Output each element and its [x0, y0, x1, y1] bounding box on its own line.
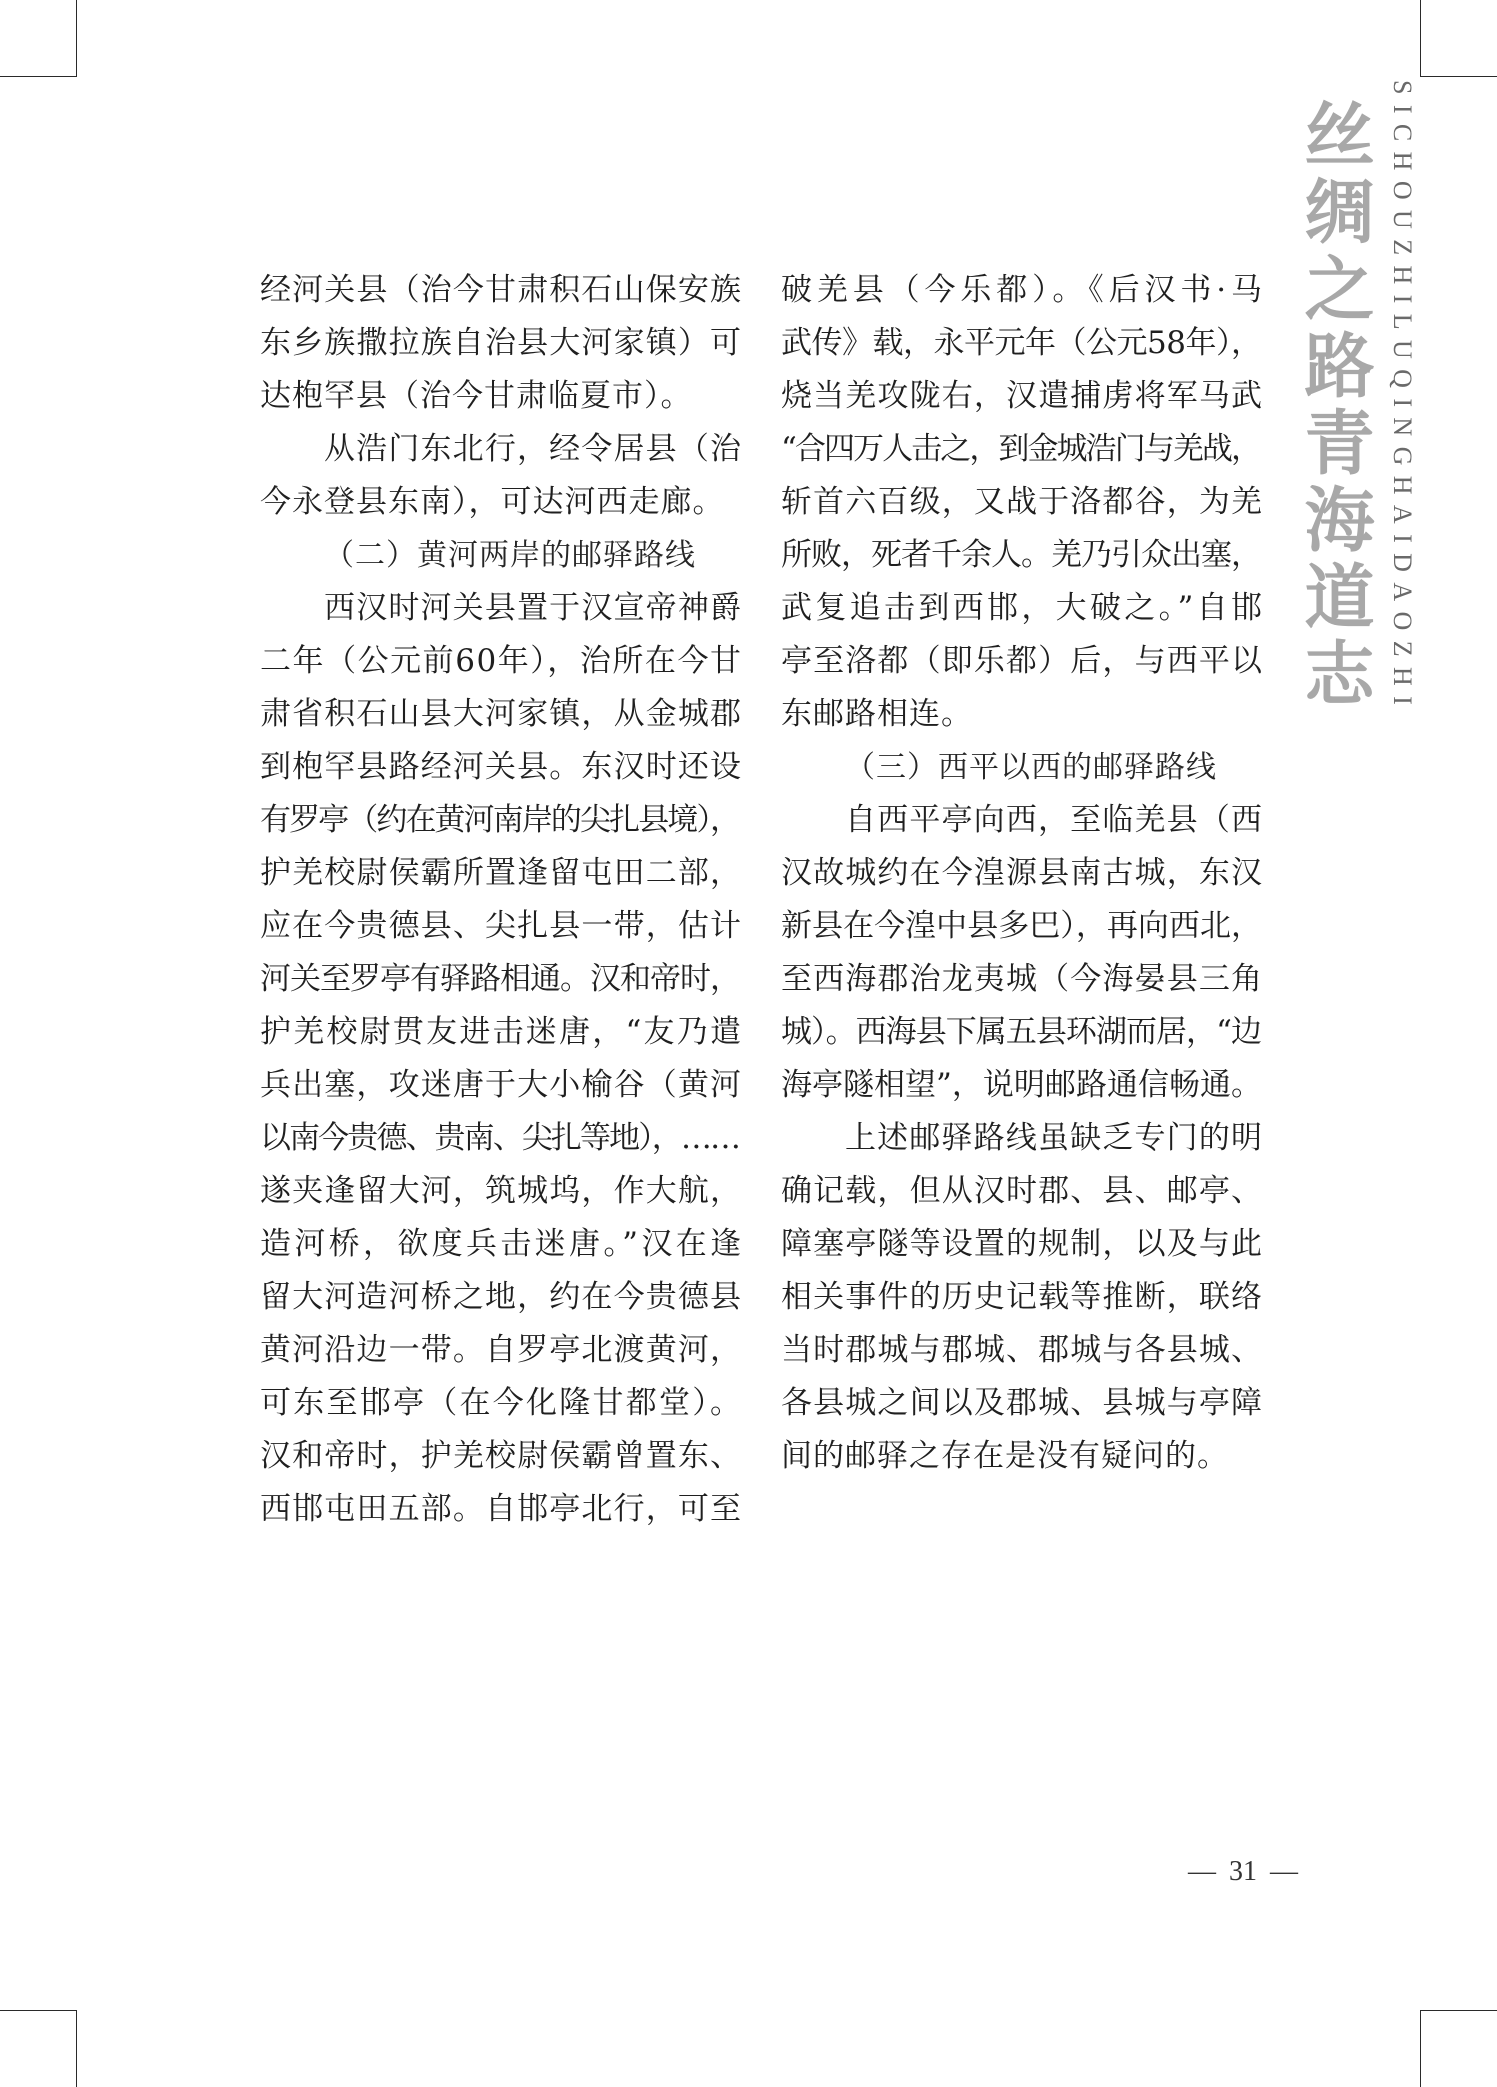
text-line: 烧当羌攻陇右，汉遣捕虏将军马武 [781, 378, 1264, 414]
text-line: 二年（公元前60年），治所在今甘 [260, 643, 743, 679]
text-line: 以南今贵德、贵南、尖扎等地），…… [260, 1120, 740, 1156]
crop-mark-bottom-right [1420, 2010, 1497, 2087]
text-line: 城）。西海县下属五县环湖而居，“边 [781, 1014, 1262, 1050]
text-line: 兵出塞，攻迷唐于大小榆谷（黄河 [260, 1067, 743, 1103]
text-line: 破羌县（今乐都）。《后汉书·马 [781, 272, 1267, 308]
running-title: 丝绸之路青海道志 [1293, 98, 1376, 714]
text-line: 肃省积石山县大河家镇，从金城郡 [260, 696, 743, 732]
text-line: 到枹罕县路经河关县。东汉时还设 [260, 749, 743, 785]
paragraph [781, 794, 1262, 1112]
text-line: 汉故城约在今湟源县南古城，东汉 [781, 855, 1264, 891]
text-line: 留大河造河桥之地，约在今贵德县 [260, 1279, 743, 1315]
text-line: 应在今贵德县、尖扎县一带，估计 [260, 908, 743, 944]
text-line: 西汉时河关县置于汉宣帝神爵 [324, 590, 743, 626]
right-column [781, 264, 1267, 1483]
crop-mark-bottom-left [0, 2010, 77, 2087]
text-line: 经河关县（治今甘肃积石山保安族 [260, 272, 743, 308]
paragraph [781, 264, 1267, 741]
page-number: — 31 — [1188, 1856, 1298, 1887]
text-line: 达枹罕县（治今甘肃临夏市）。 [260, 378, 693, 414]
text-line: 间的邮驿之存在是没有疑问的。 [781, 1438, 1229, 1474]
crop-mark-top-left [0, 0, 77, 77]
text-line: 斩首六百级，又战于洛都谷，为羌 [781, 484, 1264, 520]
text-line: 有罗亭（约在黄河南岸的尖扎县境）， [260, 802, 740, 838]
text-line: 亭至洛都（即乐都）后，与西平以 [781, 643, 1264, 679]
text-line: 东邮路相连。 [781, 696, 973, 732]
text-line: 障塞亭隧等设置的规制，以及与此 [781, 1226, 1264, 1262]
text-line: 护羌校尉贯友进击迷唐，“友乃遣 [260, 1014, 744, 1050]
text-line: 当时郡城与郡城、郡城与各县城、 [781, 1332, 1264, 1368]
section-heading: （二）黄河两岸的邮驿路线 [324, 538, 696, 573]
paragraph [260, 582, 745, 1536]
paragraph [781, 1112, 1262, 1483]
text-line: 相关事件的历史记载等推断，联络 [781, 1279, 1264, 1315]
text-line: 黄河沿边一带。自罗亭北渡黄河， [260, 1332, 743, 1368]
text-line: 自西平亭向西，至临羌县（西 [845, 802, 1264, 838]
paragraph [260, 423, 741, 529]
text-line: 各县城之间以及郡城、县城与亭障 [781, 1385, 1264, 1421]
text-line: 造河桥，欲度兵击迷唐。”汉在逢 [260, 1226, 745, 1262]
text-line: 东乡族撒拉族自治县大河家镇）可 [260, 325, 743, 361]
text-line: 确记载，但从汉时郡、县、邮亭、 [781, 1173, 1264, 1209]
text-line: 护羌校尉侯霸所置逢留屯田二部， [260, 855, 743, 891]
paragraph [260, 264, 741, 423]
text-line: “合四万人击之，到金城浩门与羌战， [781, 431, 1261, 467]
section-heading: （三）西平以西的邮驿路线 [845, 750, 1217, 785]
text-line: 可东至邯亭（在今化隆甘都堂）。 [260, 1385, 744, 1421]
running-title-pinyin: SICHOUZHILUQINGHAIDAOZHI [1388, 80, 1417, 716]
text-line: 今永登县东南），可达河西走廊。 [260, 484, 725, 520]
text-line: 西邯屯田五部。自邯亭北行，可至 [260, 1491, 743, 1527]
text-line: 所败，死者千余人。羌乃引众出塞， [781, 537, 1261, 573]
left-column [260, 264, 745, 1536]
text-line: 海亭隧相望”，说明邮路通信畅通。 [781, 1067, 1262, 1103]
text-line: 至西海郡治龙夷城（今海晏县三角 [781, 961, 1264, 997]
text-line: 河关至罗亭有驿路相通。汉和帝时， [260, 961, 740, 997]
text-line: 汉和帝时，护羌校尉侯霸曾置东、 [260, 1438, 743, 1474]
crop-mark-top-right [1420, 0, 1497, 77]
text-line: 从浩门东北行，经令居县（治 [324, 431, 743, 467]
text-line: 新县在今湟中县多巴），再向西北， [781, 908, 1263, 944]
text-line: 遂夹逢留大河，筑城坞，作大航， [260, 1173, 743, 1209]
text-line: 武传》载，永平元年（公元58年）， [781, 325, 1262, 361]
text-line: 武复追击到西邯，大破之。”自邯 [781, 590, 1266, 626]
text-line: 上述邮驿路线虽缺乏专门的明 [845, 1120, 1264, 1156]
